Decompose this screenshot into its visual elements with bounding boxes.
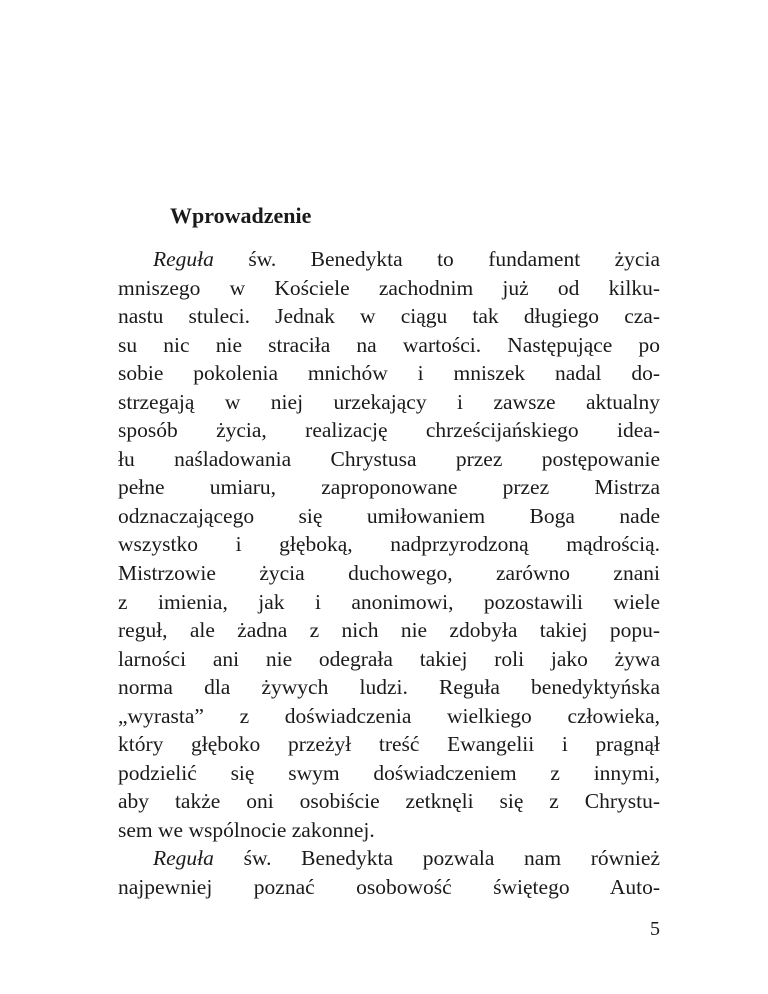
text-line: sposób życia, realizację chrześcijańskiego idea- bbox=[118, 418, 660, 443]
text-line: Mistrzowie życia duchowego, zarówno znani bbox=[118, 561, 660, 586]
text-line: z imienia, jak i anonimowi, pozostawili wiele bbox=[118, 589, 660, 614]
text-line: Reguła św. Benedykta to fundament życia bbox=[153, 247, 660, 271]
body-text bbox=[118, 245, 660, 902]
text-line: nastu stuleci. Jednak w ciągu tak długiego cza- bbox=[118, 304, 660, 329]
text-line: aby także oni osobiście zetknęli się z Chrystu- bbox=[118, 789, 660, 814]
page-number: 5 bbox=[650, 918, 660, 940]
text-line: odznaczającego się umiłowaniem Boga nade bbox=[118, 503, 660, 528]
text-line: wszystko i głęboką, nadprzyrodzoną mądrością. bbox=[118, 532, 660, 557]
text-line: sem we wspólnocie zakonnej. bbox=[118, 817, 375, 842]
text-line: strzegają w niej urzekający i zawsze aktualny bbox=[118, 389, 660, 414]
italic-title: Reguła bbox=[153, 846, 214, 871]
text-line: norma dla żywych ludzi. Reguła benedyktyńska bbox=[118, 675, 660, 700]
text-line: sobie pokolenia mnichów i mniszek nadal do- bbox=[118, 361, 660, 386]
chapter-heading: Wprowadzenie bbox=[170, 203, 312, 228]
text-line: który głęboko przeżył treść Ewangelii i pragnął bbox=[118, 732, 660, 757]
text-line: podzielić się swym doświadczeniem z innymi, bbox=[118, 760, 660, 785]
italic-title: Reguła bbox=[153, 247, 214, 271]
text-line: Reguła św. Benedykta pozwala nam również bbox=[153, 846, 660, 871]
text-line: reguł, ale żadna z nich nie zdobyła takiej popu- bbox=[118, 618, 660, 643]
text-line: „wyrasta” z doświadczenia wielkiego człowieka, bbox=[118, 703, 660, 728]
text-line: najpewniej poznać osobowość świętego Auto- bbox=[118, 875, 660, 900]
text-line: łu naśladowania Chrystusa przez postępowanie bbox=[118, 446, 660, 471]
text-line: larności ani nie odegrała takiej roli jako żywa bbox=[118, 646, 660, 671]
text-line: mniszego w Kościele zachodnim już od kilku- bbox=[118, 275, 660, 300]
text-line: su nic nie straciła na wartości. Następujące po bbox=[118, 332, 660, 357]
book-page bbox=[118, 0, 660, 994]
text-line: pełne umiaru, zaproponowane przez Mistrza bbox=[118, 475, 660, 500]
